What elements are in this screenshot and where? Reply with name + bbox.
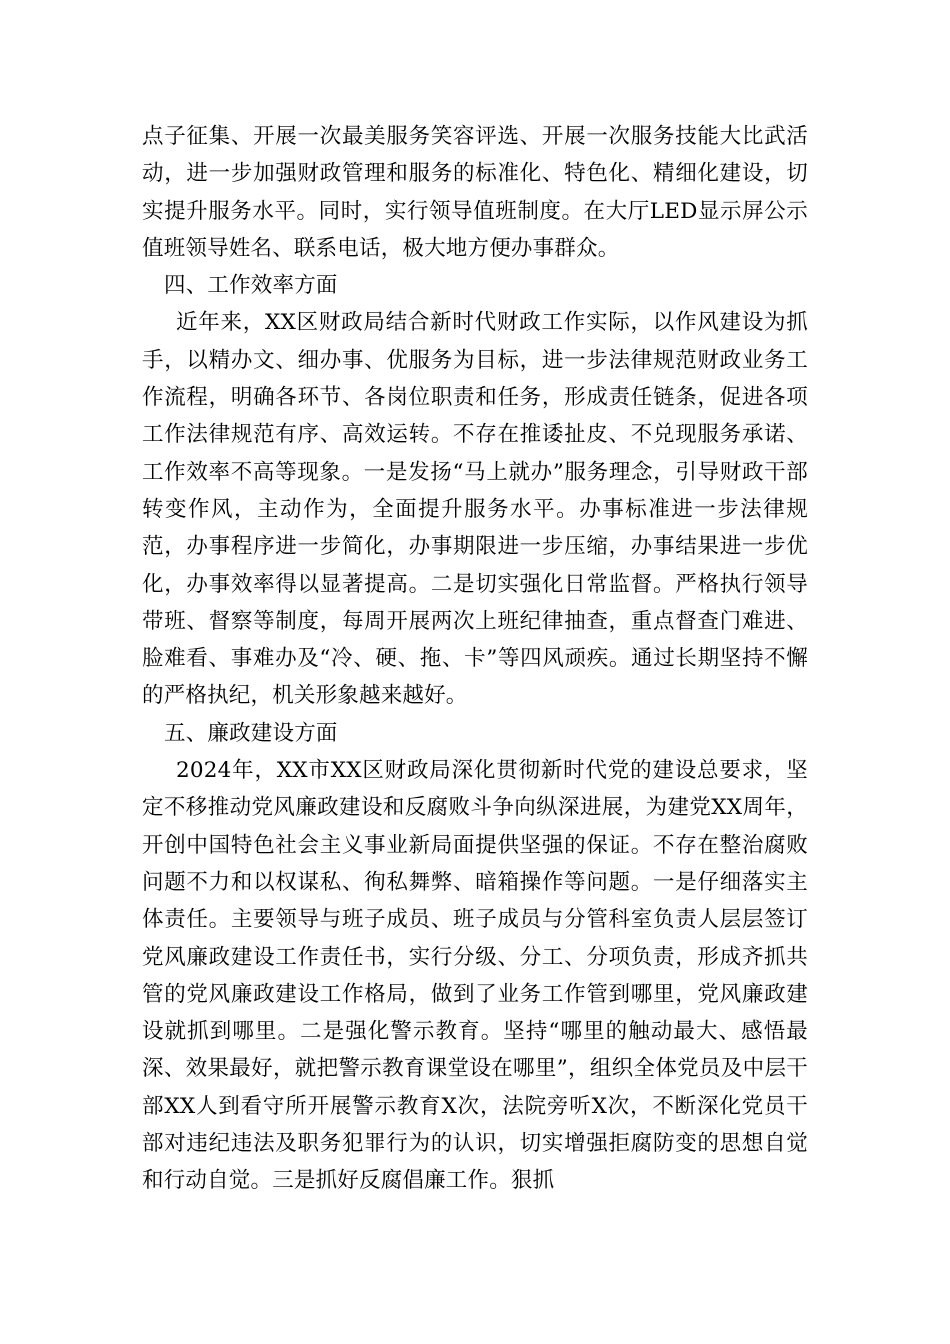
paragraph-continued: 点子征集、开展一次最美服务笑容评选、开展一次服务技能大比武活动，进一步加强财政管理和服务的标准化、特色化、精细化建设，切实提升服务水平。同时，实行领导值班制度。在大厅LED显示屏公示值班领导姓名、联系电话，极大地方便办事群众。 xyxy=(142,124,808,261)
paragraph-efficiency: 近年来，XX区财政局结合新时代财政工作实际，以作风建设为抓手，以精办文、细办事、优服务为目标，进一步法律规范财政业务工作流程，明确各环节、各岗位职责和任务，形成责任链条，促进各项工作法律规范有序、高效运转。不存在推诿扯皮、不兑现服务承诺、工作效率不高等现象。一是发扬“马上就办”服务理念，引导财政干部转变作风，主动作为，全面提升服务水平。办事标准进一步法律规范，办事程序进一步简化，办事期限进一步压缩，办事结果进一步优化，办事效率得以显著提高。二是切实强化日常监督。严格执行领导带班、督察等制度，每周开展两次上班纪律抽查，重点督查门难进、脸难看、事难办及“冷、硬、拖、卡”等四风顽疾。通过长期坚持不懈的严格执纪，机关形象越来越好。 xyxy=(142,310,808,709)
document-body xyxy=(142,118,808,1200)
section-heading-integrity: 五、廉政建设方面 xyxy=(164,720,338,746)
section-heading-efficiency: 四、工作效率方面 xyxy=(164,273,338,299)
paragraph-integrity: 2024年，XX市XX区财政局深化贯彻新时代党的建设总要求，坚定不移推动党风廉政建设和反腐败斗争向纵深进展，为建党XX周年，开创中国特色社会主义事业新局面提供坚强的保证。不存在整治腐败问题不力和以权谋私、徇私舞弊、暗箱操作等问题。一是仔细落实主体责任。主要领导与班子成员、班子成员与分管科室负责人层层签订党风廉政建设工作责任书，实行分级、分工、分项负责，形成齐抓共管的党风廉政建设工作格局，做到了业务工作管到哪里，党风廉政建设就抓到哪里。二是强化警示教育。坚持“哪里的触动最大、感悟最深、效果最好，就把警示教育课堂设在哪里”，组织全体党员及中层干部XX人到看守所开展警示教育X次，法院旁听X次，不断深化党员干部对违纪违法及职务犯罪行为的认识，切实增强拒腐防变的思想自觉和行动自觉。三是抓好反腐倡廉工作。狠抓 xyxy=(142,758,808,1194)
